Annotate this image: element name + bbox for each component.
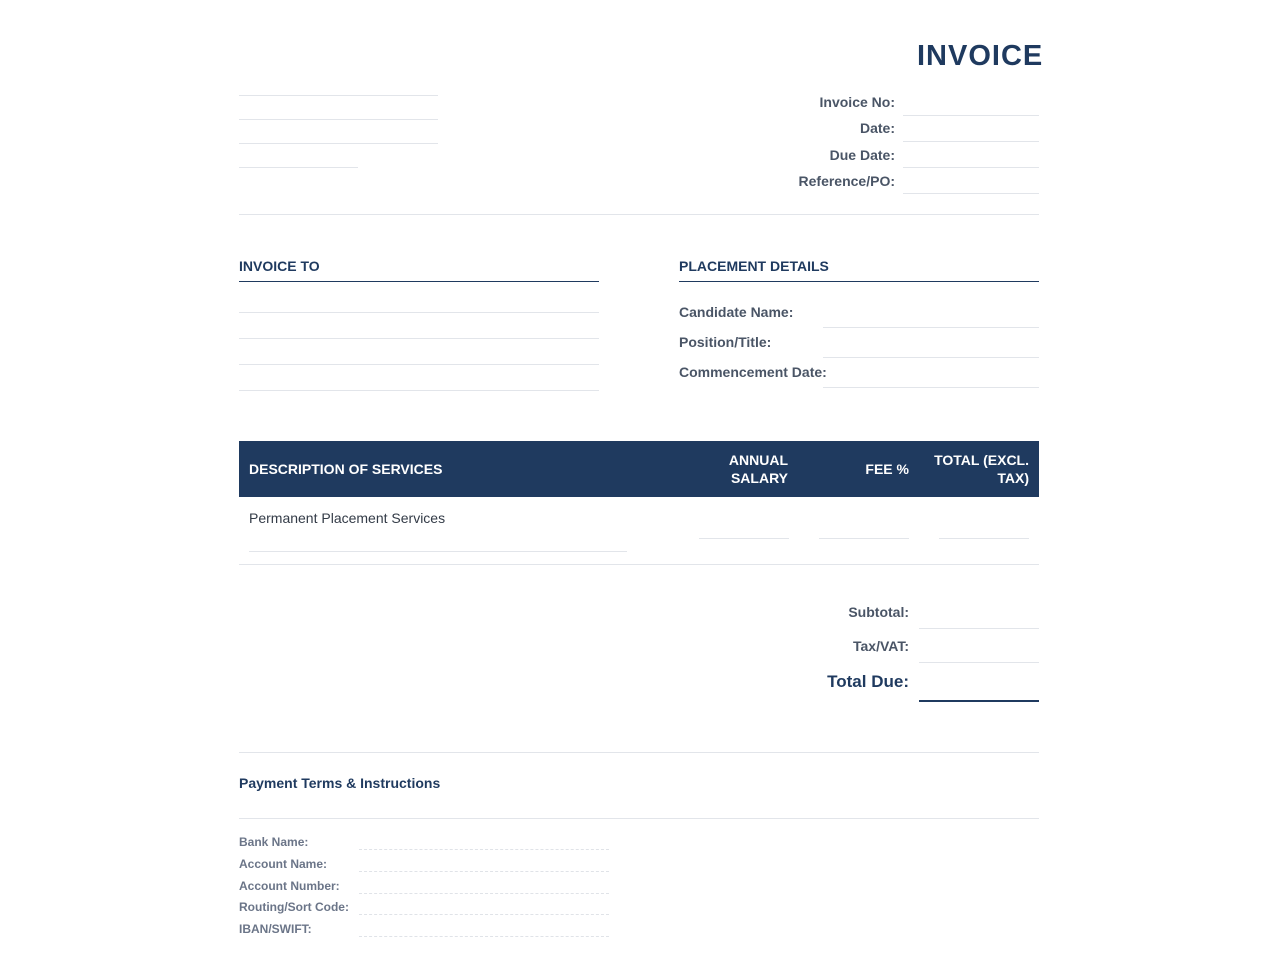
account-number-field[interactable]: [359, 893, 609, 894]
iban-swift-field[interactable]: [359, 936, 609, 937]
subtotal-label: Subtotal:: [848, 604, 909, 620]
invoice-to-line[interactable]: [239, 312, 599, 313]
placement-details-heading: PLACEMENT DETAILS: [679, 258, 829, 274]
invoice-no-field[interactable]: [903, 115, 1039, 116]
account-number-label: Account Number:: [239, 879, 340, 893]
position-title-field[interactable]: [823, 357, 1039, 358]
sender-address-line[interactable]: [239, 119, 438, 120]
payment-terms-heading: Payment Terms & Instructions: [239, 775, 441, 791]
total-header-line1: TOTAL (EXCL.: [934, 452, 1029, 468]
service-description-field[interactable]: [249, 551, 627, 552]
invoice-to-heading: INVOICE TO: [239, 258, 320, 274]
total-column-header: [929, 451, 1029, 487]
reference-po-field[interactable]: [903, 193, 1039, 194]
sender-address-line[interactable]: [239, 167, 358, 168]
position-title-label: Position/Title:: [679, 334, 772, 350]
total-header-line2: TAX): [997, 470, 1029, 486]
invoice-to-line[interactable]: [239, 338, 599, 339]
due-date-field[interactable]: [903, 167, 1039, 168]
payment-top-rule: [239, 752, 1039, 753]
sender-address-line[interactable]: [239, 95, 438, 96]
tax-vat-field[interactable]: [919, 662, 1039, 663]
service-description: Permanent Placement Services: [249, 510, 446, 526]
annual-salary-column-header: [688, 451, 788, 487]
candidate-name-field[interactable]: [823, 327, 1039, 328]
fee-column-header: FEE %: [865, 461, 909, 477]
services-table-header: [239, 441, 1039, 497]
date-label: Date:: [859, 120, 895, 136]
iban-swift-label: IBAN/SWIFT:: [239, 922, 312, 936]
account-name-field[interactable]: [359, 871, 609, 872]
candidate-name-label: Candidate Name:: [679, 304, 794, 320]
date-field[interactable]: [903, 141, 1039, 142]
invoice-title: INVOICE: [917, 40, 1044, 72]
bank-name-field[interactable]: [359, 849, 609, 850]
table-bottom-rule: [239, 564, 1039, 565]
total-excl-tax-field[interactable]: [939, 538, 1029, 539]
account-name-label: Account Name:: [239, 857, 328, 871]
subtotal-field[interactable]: [919, 628, 1039, 629]
routing-sort-code-label: Routing/Sort Code:: [239, 900, 349, 914]
invoice-no-label: Invoice No:: [819, 94, 895, 110]
total-due-field[interactable]: [919, 700, 1039, 702]
placement-details-rule: [679, 281, 1039, 282]
invoice-to-line[interactable]: [239, 390, 599, 391]
total-due-label: Total Due:: [827, 672, 909, 691]
routing-sort-code-field[interactable]: [359, 914, 609, 915]
sender-address-line[interactable]: [239, 143, 438, 144]
payment-heading-rule: [239, 818, 1039, 819]
commencement-date-field[interactable]: [823, 387, 1039, 388]
commencement-date-label: Commencement Date:: [679, 364, 827, 380]
fee-percent-field[interactable]: [819, 538, 909, 539]
invoice-to-line[interactable]: [239, 364, 599, 365]
bank-name-label: Bank Name:: [239, 835, 309, 849]
description-column-header: DESCRIPTION OF SERVICES: [249, 461, 443, 477]
tax-vat-label: Tax/VAT:: [852, 638, 909, 654]
annual-salary-field[interactable]: [699, 538, 789, 539]
header-divider: [239, 214, 1039, 215]
annual-salary-header-line2: SALARY: [730, 470, 788, 486]
invoice-to-rule: [239, 281, 599, 282]
annual-salary-header-line1: ANNUAL: [728, 452, 788, 468]
due-date-label: Due Date:: [829, 147, 895, 163]
reference-po-label: Reference/PO:: [798, 173, 895, 189]
